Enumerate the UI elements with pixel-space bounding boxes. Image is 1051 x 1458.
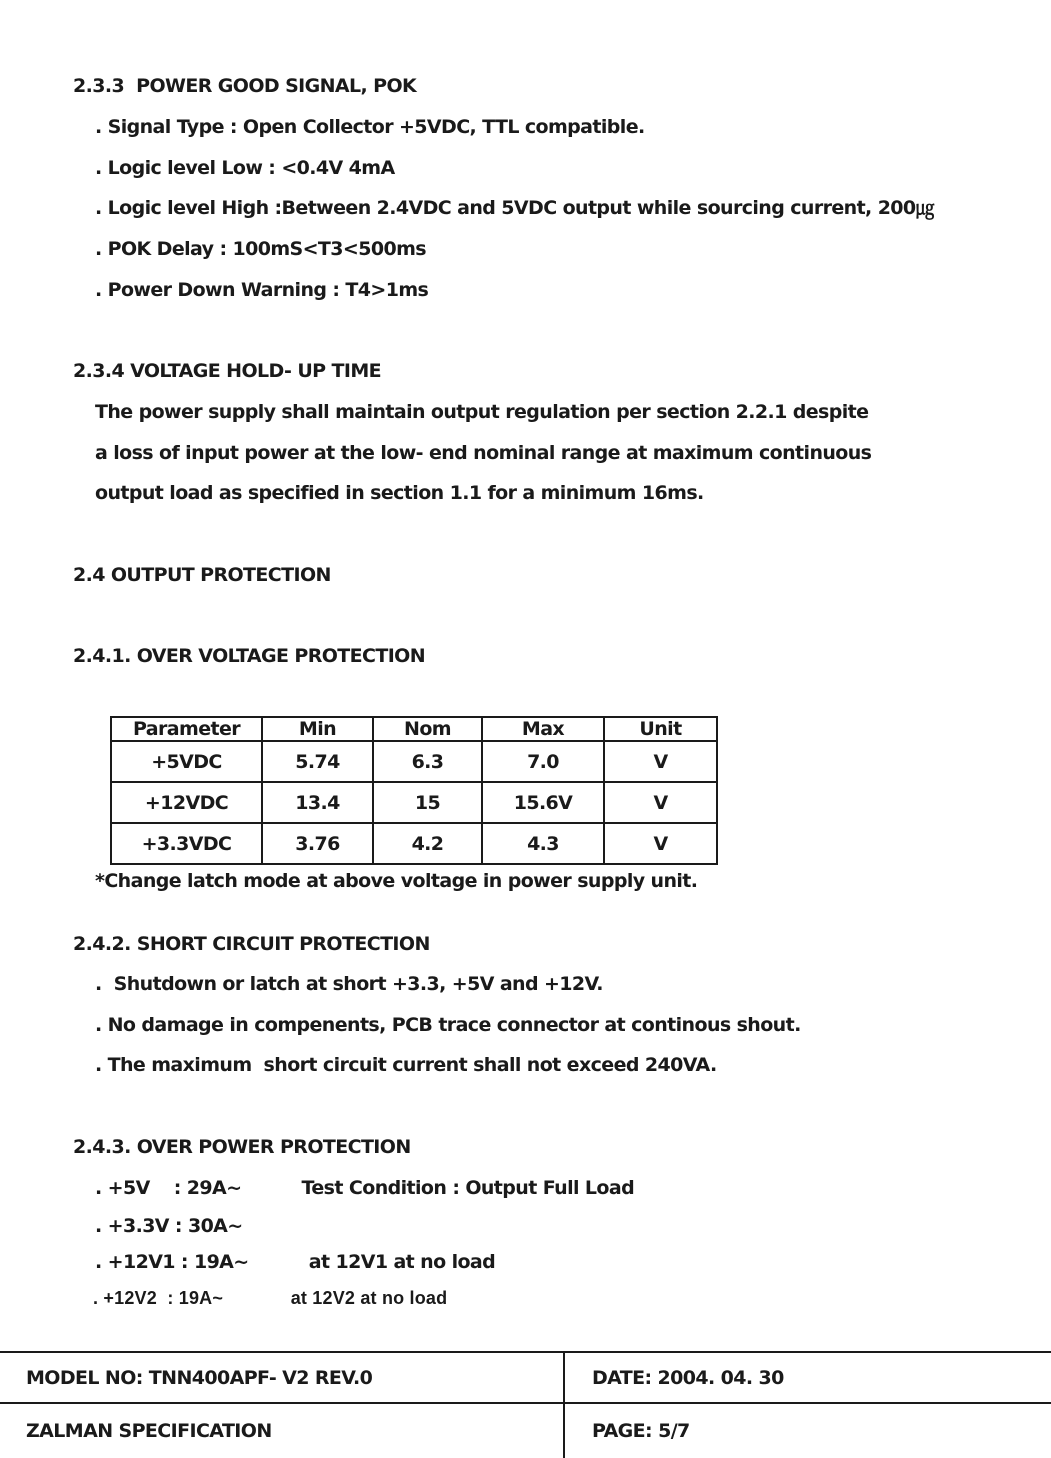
table-cell: 3.76 xyxy=(262,823,373,864)
pok-power-down-warning: . Power Down Warning : T4>1ms xyxy=(95,279,429,301)
table-cell: 6.3 xyxy=(373,741,482,782)
footer-top-rule xyxy=(0,1351,1051,1353)
over-power-line: . +12V1 : 19A~ at 12V1 at no load xyxy=(95,1251,496,1273)
footer-model: MODEL NO: TNN400APF- V2 REV.0 xyxy=(26,1367,373,1389)
hold-up-text-line: The power supply shall maintain output regulation per section 2.2.1 despite xyxy=(95,401,869,423)
table-cell: 4.2 xyxy=(373,823,482,864)
short-circuit-line: . Shutdown or latch at short +3.3, +5V and +12V. xyxy=(95,973,603,995)
table-cell: 5.74 xyxy=(262,741,373,782)
table-cell: 15.6V xyxy=(482,782,604,823)
table-header-cell: Unit xyxy=(604,717,717,741)
over-voltage-table xyxy=(110,716,718,865)
pok-logic-low: . Logic level Low : <0.4V 4mA xyxy=(95,157,395,179)
table-cell: V xyxy=(604,823,717,864)
short-circuit-line: . No damage in compenents, PCB trace connector at continous shout. xyxy=(95,1014,801,1036)
section-heading-2-3-3: 2.3.3 POWER GOOD SIGNAL, POK xyxy=(73,75,417,97)
table-cell: 15 xyxy=(373,782,482,823)
over-power-line: . +5V : 29A~ Test Condition : Output Full Load xyxy=(95,1177,635,1199)
short-circuit-line: . The maximum short circuit current shall not exceed 240VA. xyxy=(95,1054,717,1076)
over-power-line: . +12V2 : 19A~ at 12V2 at no load xyxy=(93,1288,448,1308)
footer-page: PAGE: 5/7 xyxy=(592,1420,690,1442)
table-header-cell: Max xyxy=(482,717,604,741)
table-header-cell: Min xyxy=(262,717,373,741)
section-heading-2-4: 2.4 OUTPUT PROTECTION xyxy=(73,564,331,586)
table-cell: 13.4 xyxy=(262,782,373,823)
table-row xyxy=(111,782,717,823)
table-cell: +3.3VDC xyxy=(111,823,262,864)
footer-date: DATE: 2004. 04. 30 xyxy=(592,1367,784,1389)
ovp-note: *Change latch mode at above voltage in power supply unit. xyxy=(95,870,698,892)
section-heading-2-4-1: 2.4.1. OVER VOLTAGE PROTECTION xyxy=(73,645,426,667)
table-header-cell: Nom xyxy=(373,717,482,741)
over-power-line: . +3.3V : 30A~ xyxy=(95,1215,243,1237)
section-heading-2-4-2: 2.4.2. SHORT CIRCUIT PROTECTION xyxy=(73,933,430,955)
footer-divider xyxy=(563,1352,565,1458)
footer-middle-rule xyxy=(0,1402,1051,1404)
table-header-row xyxy=(111,717,717,741)
footer-spec: ZALMAN SPECIFICATION xyxy=(26,1420,272,1442)
section-heading-2-4-3: 2.4.3. OVER POWER PROTECTION xyxy=(73,1136,411,1158)
pok-signal-type: . Signal Type : Open Collector +5VDC, TTL compatible. xyxy=(95,116,645,138)
table-cell: 4.3 xyxy=(482,823,604,864)
table-cell: 7.0 xyxy=(482,741,604,782)
hold-up-text-line: output load as specified in section 1.1 for a minimum 16ms. xyxy=(95,482,704,504)
table-row xyxy=(111,741,717,782)
section-heading-2-3-4: 2.3.4 VOLTAGE HOLD- UP TIME xyxy=(73,360,382,382)
pok-delay: . POK Delay : 100mS<T3<500ms xyxy=(95,238,426,260)
table-cell: +5VDC xyxy=(111,741,262,782)
table-row xyxy=(111,823,717,864)
hold-up-text-line: a loss of input power at the low- end nominal range at maximum continuous xyxy=(95,442,872,464)
pok-logic-high: . Logic level High :Between 2.4VDC and 5VDC output while sourcing current, 200㎍ xyxy=(95,197,934,219)
table-cell: V xyxy=(604,782,717,823)
table-cell: +12VDC xyxy=(111,782,262,823)
table-cell: V xyxy=(604,741,717,782)
table-header-cell: Parameter xyxy=(111,717,262,741)
